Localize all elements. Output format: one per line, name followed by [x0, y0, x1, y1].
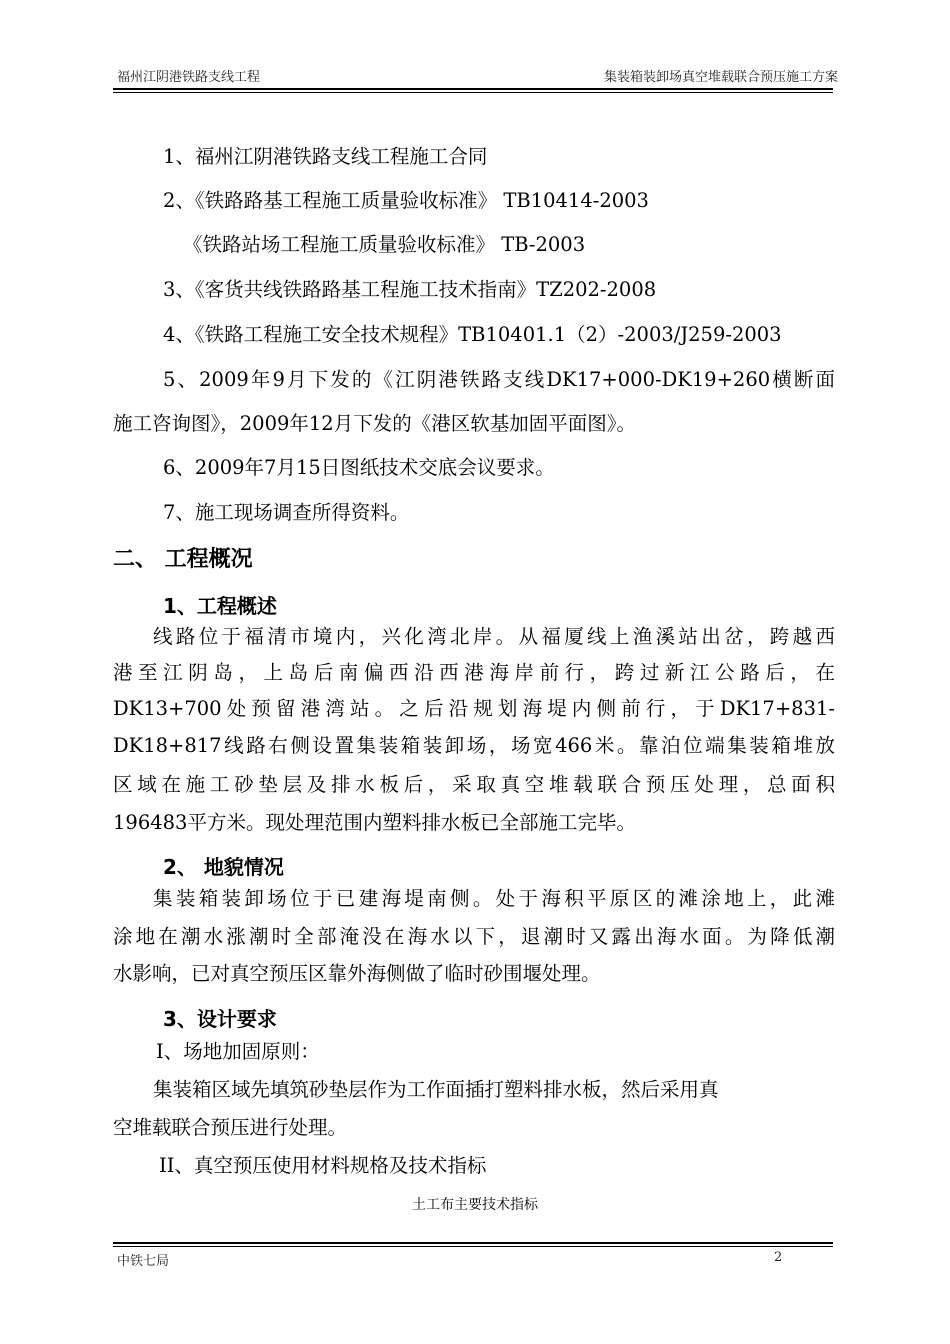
paragraph-line: 线路位于福清市境内，兴化湾北岸。从福厦线上渔溪站出岔，跨越西	[153, 625, 835, 648]
reference-item: 《铁路站场工程施工质量验收标准》 TB-2003	[183, 233, 586, 256]
paragraph-line: 港至江阴岛，上岛后南偏西沿西港海岸前行，跨过新江公路后，在	[113, 661, 835, 684]
list-item: II、真空预压使用材料规格及技术指标	[159, 1154, 487, 1177]
footer-left: 中铁七局	[117, 1254, 170, 1269]
paragraph-line: 涂地在潮水涨潮时全部淹没在海水以下，退潮时又露出海水面。为降低潮	[113, 925, 835, 948]
header-rule	[113, 88, 833, 90]
table-caption: 土工布主要技术指标	[412, 1197, 538, 1213]
header-right: 集装箱装卸场真空堆载联合预压施工方案	[603, 70, 838, 85]
reference-item: 3、《客货共线铁路路基工程施工技术指南》TZ202-2008	[163, 278, 657, 301]
reference-item-continued: 施工咨询图》，2009年12月下发的《港区软基加固平面图》。	[113, 412, 636, 435]
paragraph-line: DK18+817线路右侧设置集装箱装卸场，场宽466米。靠泊位端集装箱堆放	[113, 734, 835, 757]
paragraph-line: 集装箱区域先填筑砂垫层作为工作面插打塑料排水板，然后采用真	[153, 1078, 719, 1101]
paragraph-line: 空堆载联合预压进行处理。	[113, 1116, 348, 1139]
reference-item: 5、2009年9月下发的《江阴港铁路支线DK17+000-DK19+260横断面	[163, 368, 835, 391]
section-heading: 二、 工程概况	[113, 547, 253, 572]
paragraph-line: DK13+700处预留港湾站。之后沿规划海堤内侧前行，于DK17+831-	[113, 697, 835, 720]
list-item: I、场地加固原则：	[156, 1040, 320, 1063]
header-left: 福州江阴港铁路支线工程	[117, 70, 261, 85]
paragraph-line: 集装箱装卸场位于已建海堤南侧。处于海积平原区的滩涂地上，此滩	[153, 887, 835, 910]
header-rule-thin	[113, 92, 833, 93]
page-number: 2	[774, 1250, 783, 1265]
reference-item: 4、《铁路工程施工安全技术规程》TB10401.1（2）-2003/J259-2003	[163, 323, 782, 346]
paragraph-line: 196483平方米。现处理范围内塑料排水板已全部施工完毕。	[113, 811, 636, 834]
footer-rule	[113, 1242, 833, 1244]
paragraph-line: 区域在施工砂垫层及排水板后，采取真空堆载联合预压处理，总面积	[113, 773, 835, 796]
reference-item: 2、《铁路路基工程施工质量验收标准》 TB10414-2003	[163, 189, 649, 212]
paragraph-line: 水影响，已对真空预压区靠外海侧做了临时砂围堰处理。	[113, 962, 601, 985]
footer-rule-thin	[113, 1246, 833, 1247]
subsection-heading: 2、 地貌情况	[163, 855, 284, 879]
subsection-heading: 1、工程概述	[163, 594, 277, 618]
reference-item: 7、施工现场调查所得资料。	[163, 501, 410, 524]
reference-item: 6、2009年7月15日图纸技术交底会议要求。	[163, 456, 555, 479]
reference-item: 1、福州江阴港铁路支线工程施工合同	[163, 145, 488, 168]
subsection-heading: 3、设计要求	[163, 1007, 277, 1031]
